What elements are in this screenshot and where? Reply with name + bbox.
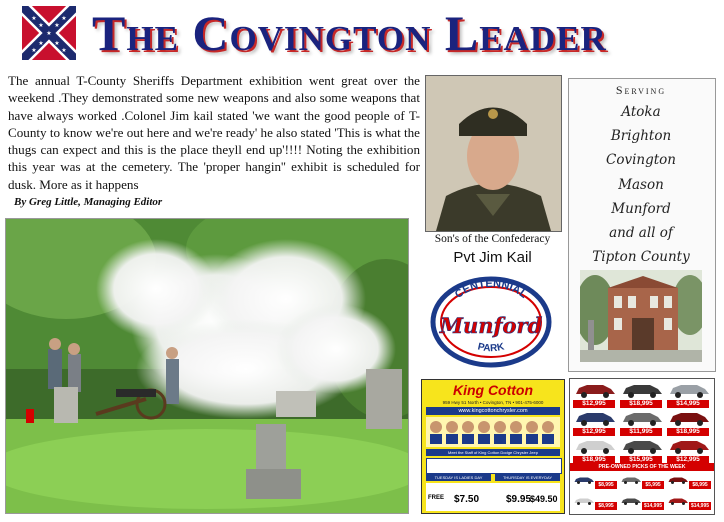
serving-place: Covington bbox=[606, 152, 676, 169]
ad-address: 959 Hwy 51 North • Covington, TN • 901-475-6000 bbox=[442, 400, 544, 405]
serving-place: Mason bbox=[618, 176, 664, 193]
ad-free-label: FREE bbox=[428, 495, 445, 501]
car-image bbox=[667, 381, 711, 399]
car-price-tag: $8,995 bbox=[595, 481, 617, 489]
car-image bbox=[667, 437, 711, 455]
svg-text:★: ★ bbox=[61, 15, 67, 22]
staff-photos bbox=[426, 417, 560, 447]
svg-text:★: ★ bbox=[38, 22, 44, 29]
logo-main-text: Munford bbox=[439, 313, 543, 338]
courthouse-building-image bbox=[580, 270, 702, 362]
car-image bbox=[573, 437, 617, 455]
car-image bbox=[667, 494, 689, 512]
car-image bbox=[573, 473, 595, 491]
car-price-tag: $12,995 bbox=[573, 400, 615, 408]
car-image bbox=[620, 494, 642, 512]
car-price-tag: $14,995 bbox=[643, 503, 663, 509]
car-image bbox=[620, 409, 664, 427]
ad-price: $9.95 bbox=[506, 494, 532, 505]
svg-text:★: ★ bbox=[54, 40, 60, 47]
car-image bbox=[573, 409, 617, 427]
preowned-top-grid bbox=[570, 379, 714, 463]
svg-text:★: ★ bbox=[31, 47, 37, 54]
ad-tagline: Meet the Staff of King Cotton Dodge Chrysler Jeep bbox=[426, 449, 560, 456]
car-price-tag: $18,995 bbox=[573, 456, 615, 464]
serving-title: Serving bbox=[615, 83, 667, 97]
car-image bbox=[573, 494, 595, 512]
ad-row-ladies: TUESDAY IS LADIES DAY bbox=[426, 474, 491, 481]
car-image bbox=[573, 381, 617, 399]
article-body: The annual T-County Sheriffs Department exhibition went great over the weekend .They demonstrated some new weapons and also some weapons that have always worked .Colonel Jim kail stated 'we want the good people of T-County to know we're out here and we're ready' he also stated 'This is what the thugs can expect and this is the place theyll end up'!!!! Noting the exhibition this year was at the cemetery. The 'proper hangin'' exhibit is scheduled for dusk. More as it happens bbox=[8, 73, 420, 192]
svg-text:★: ★ bbox=[31, 15, 37, 22]
ad-price: $7.50 bbox=[454, 494, 480, 505]
car-image bbox=[620, 381, 664, 399]
car-price-tag: $18,995 bbox=[620, 400, 662, 408]
soldier-portrait bbox=[425, 75, 562, 232]
car-price-tag: $14,995 bbox=[690, 503, 710, 509]
logo-top-text: CENTENNIAL bbox=[452, 277, 530, 301]
masthead-title: The Covington Leader bbox=[92, 5, 607, 61]
svg-text:★: ★ bbox=[54, 22, 60, 29]
car-price-tag: $8,995 bbox=[689, 481, 711, 489]
ad-title: King Cotton bbox=[452, 382, 534, 398]
car-price-tag: $18,995 bbox=[667, 428, 709, 436]
car-price-tag: $8,995 bbox=[595, 502, 617, 510]
ad-row-heroes: THURSDAY IS EVERYDAY bbox=[495, 474, 560, 481]
car-image bbox=[667, 473, 689, 491]
serving-place: and all of bbox=[609, 225, 673, 242]
logo-bottom-text: PARK bbox=[476, 341, 506, 355]
article-byline: By Greg Little, Managing Editor bbox=[14, 196, 163, 208]
car-price-tag: $12,995 bbox=[667, 456, 709, 464]
serving-place: Atoka bbox=[621, 104, 661, 120]
serving-places-list bbox=[568, 100, 714, 269]
car-price-tag: $11,995 bbox=[620, 428, 662, 436]
ad-url[interactable]: www.kingcottonchrysler.com bbox=[426, 407, 560, 415]
ad-info-box bbox=[426, 458, 562, 474]
svg-text:★: ★ bbox=[61, 47, 67, 54]
car-price-tag: $15,995 bbox=[620, 456, 662, 464]
svg-text:★: ★ bbox=[38, 40, 44, 47]
car-price-tag: $12,995 bbox=[573, 428, 615, 436]
serving-place: Brighton bbox=[610, 128, 672, 145]
svg-text:★: ★ bbox=[46, 30, 52, 37]
portrait-caption-subtitle: Son's of the Confederacy bbox=[434, 233, 551, 245]
car-price-tag: $5,995 bbox=[642, 481, 664, 489]
preowned-bottom-grid bbox=[570, 472, 714, 514]
preowned-banner: PRE-OWNED PICKS OF THE WEEK bbox=[570, 463, 714, 471]
munford-centennial-park-logo bbox=[430, 276, 552, 368]
portrait-caption-name: Pvt Jim Kail bbox=[453, 249, 532, 266]
cemetery-cannon-photo bbox=[5, 218, 409, 514]
serving-place: Tipton County bbox=[592, 249, 690, 266]
confederate-flag-icon bbox=[22, 6, 76, 60]
king-cotton-ad[interactable] bbox=[421, 379, 565, 514]
preowned-picks-ad[interactable] bbox=[569, 378, 715, 515]
car-image bbox=[620, 473, 642, 491]
car-price-tag: $14,995 bbox=[667, 400, 709, 408]
car-image bbox=[667, 409, 711, 427]
ad-price: $49.50 bbox=[530, 494, 558, 504]
serving-place: Munford bbox=[611, 200, 671, 217]
svg-text:PARK bbox=[477, 341, 506, 354]
car-image bbox=[620, 437, 664, 455]
